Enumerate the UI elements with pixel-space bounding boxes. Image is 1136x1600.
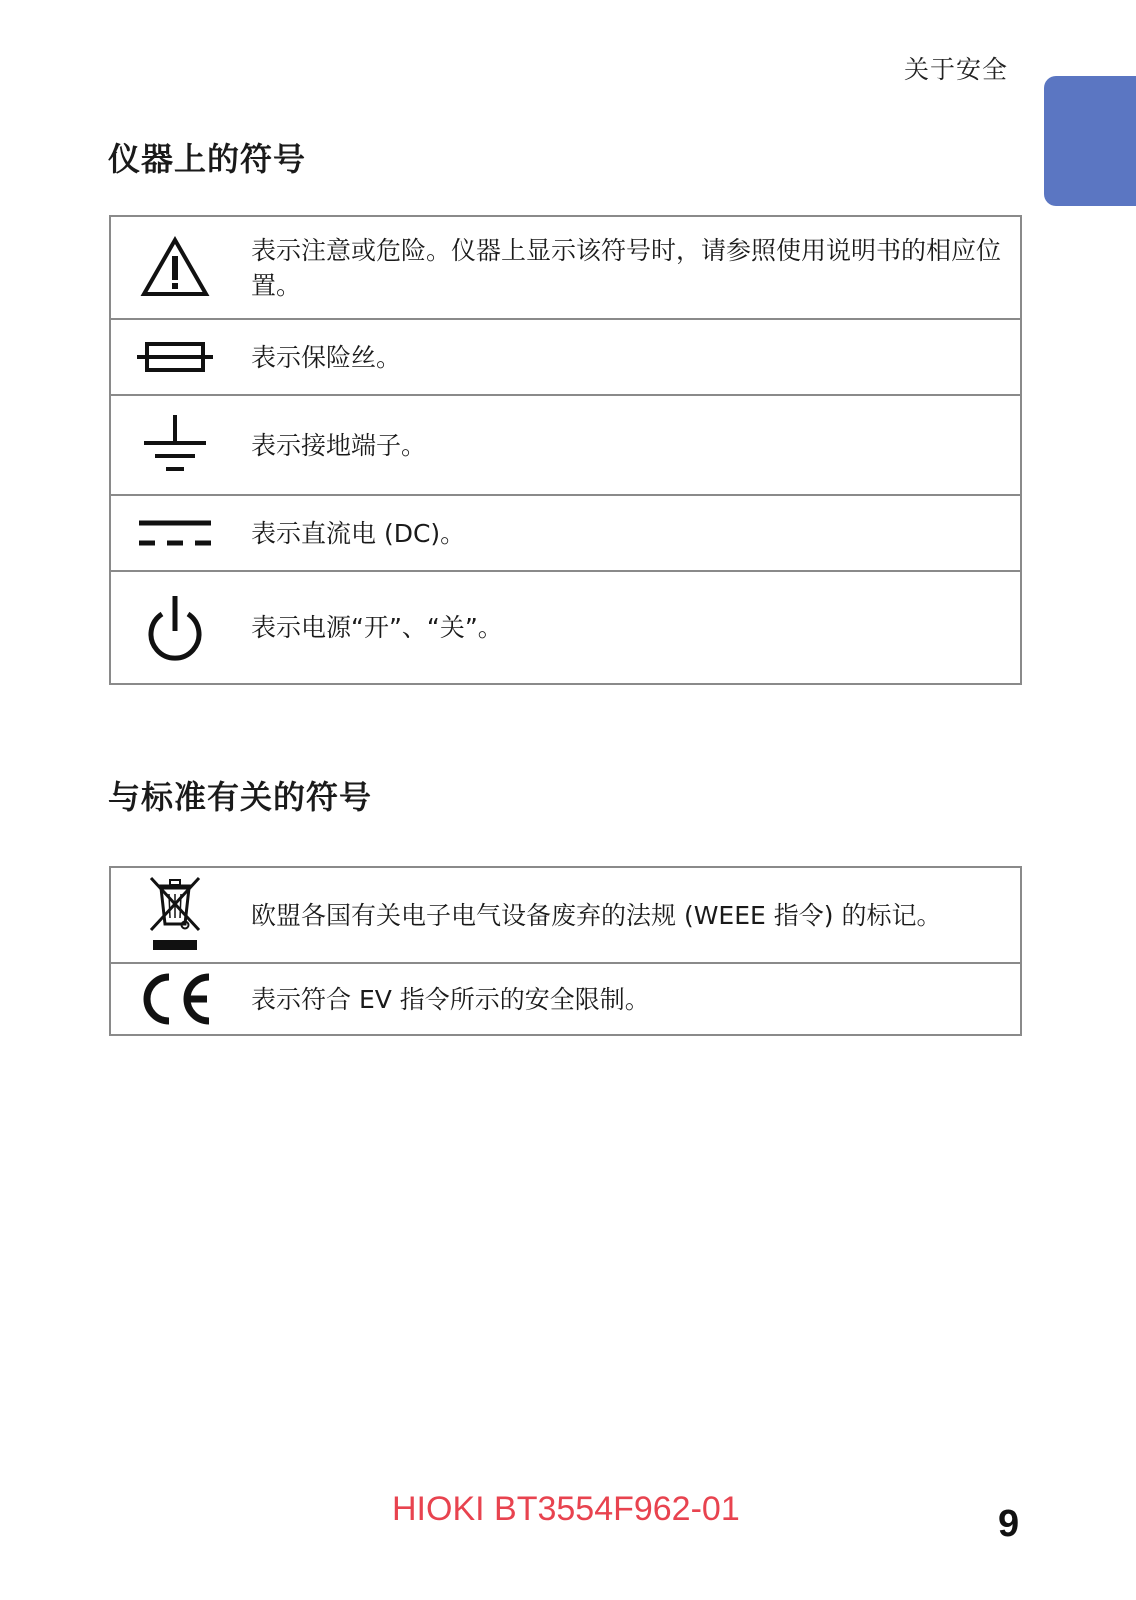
symbol-description: 表示接地端子。: [251, 430, 427, 460]
table-row: [111, 572, 1020, 683]
ground-icon: [111, 396, 239, 494]
section-header-label: 关于安全: [903, 55, 1008, 84]
symbol-description: 表示符合 EV 指令所示的安全限制。: [251, 984, 650, 1014]
table-row: [111, 868, 1020, 964]
instrument-symbols-table: [109, 215, 1022, 685]
warning-triangle-icon: [111, 217, 239, 318]
standard-symbols-table: [109, 866, 1022, 1036]
table-row: [111, 496, 1020, 572]
table-row: [111, 217, 1020, 320]
table-row: [111, 320, 1020, 396]
page-number: 9: [998, 1503, 1020, 1545]
symbol-description: 表示保险丝。: [251, 342, 402, 372]
fuse-icon: [111, 320, 239, 394]
symbol-description: 表示电源“开”、“关”。: [251, 613, 503, 642]
weee-bin-icon: [111, 868, 239, 962]
power-icon: [111, 572, 239, 683]
table-row: [111, 964, 1020, 1034]
table-row: [111, 396, 1020, 496]
symbol-description: 表示直流电 (DC)。: [251, 518, 466, 548]
symbol-description: 欧盟各国有关电子电气设备废弃的法规 (WEEE 指令) 的标记。: [251, 900, 942, 930]
document-reference: HIOKI BT3554F962-01: [392, 1490, 740, 1528]
chapter-side-tab: [1044, 76, 1136, 206]
instrument-symbols-title: 仪器上的符号: [108, 140, 307, 178]
standard-symbols-title: 与标准有关的符号: [108, 778, 373, 816]
dc-icon: [111, 496, 239, 570]
ce-mark-icon: [111, 964, 239, 1034]
symbol-description: 表示注意或危险。仪器上显示该符号时，请参照使用说明书的相应位置。: [251, 235, 1002, 300]
